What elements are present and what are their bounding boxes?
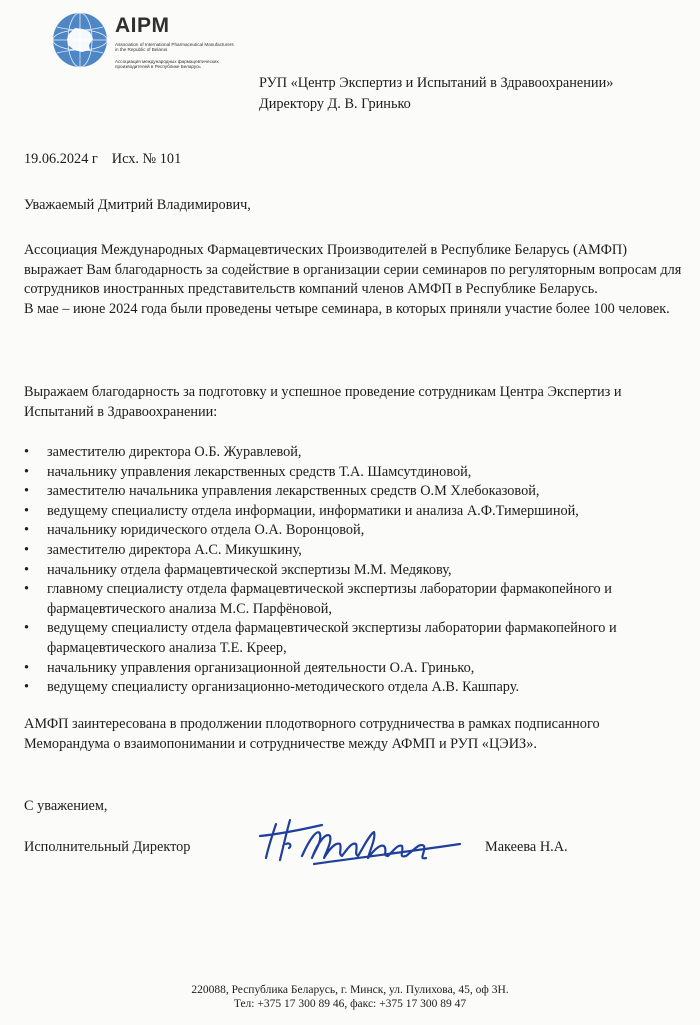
paragraph-1: Ассоциация Международных Фармацевтических Производителей в Республике Беларусь (АМФП) выражает Вам благодарность за содействие в организации серии семинаров по регуляторным вопросам для сотрудников иностранных представительств компаний членов АМФП в Республике Беларусь. <box>24 242 682 297</box>
list-item: • начальнику отдела фармацевтической экспертизы М.М. Медякову, <box>24 561 686 581</box>
date-line <box>24 151 195 168</box>
aipm-logo <box>52 12 234 74</box>
list-item: • заместителю директора А.С. Микушкину, <box>24 541 686 561</box>
list-item: • ведущему специалисту отдела информации, информатики и анализа А.Ф.Тимершиной, <box>24 502 686 522</box>
footer-address: 220088, Республика Беларусь, г. Минск, ул. Пулихова, 45, оф 3Н. <box>191 984 509 996</box>
salutation: Уважаемый Дмитрий Владимирович, <box>24 197 251 213</box>
signer-title: Исполнительный Директор <box>24 839 191 855</box>
paragraph-3: Выражаем благодарность за подготовку и успешное проведение сотрудникам Центра Экспертиз и Испытаний в Здравоохранении: <box>24 384 622 420</box>
list-item: • начальнику юридического отдела О.А. Воронцовой, <box>24 521 686 541</box>
paragraph-2: В мае – июне 2024 года были проведены четыре семинара, в которых приняли участие более 100 человек. <box>24 300 670 317</box>
letter-date: 19.06.2024 г <box>24 151 98 167</box>
list-item: • ведущему специалисту организационно-методического отдела А.В. Кашпару. <box>24 678 686 698</box>
logo-name: AIPM <box>115 14 170 37</box>
paragraph-intro <box>24 241 686 319</box>
globe-map-icon <box>52 12 108 68</box>
list-item: • ведущему специалисту отдела фармацевтической экспертизы лаборатории фармакопейного и фармацевтического анализа Т.Е. Креер, <box>24 619 686 658</box>
list-item: • начальнику управления организационной деятельности О.А. Гринько, <box>24 659 686 679</box>
logo-subtitle-en: Association of International Pharmaceutical Manufacturers in the Republic of Belarus <box>115 42 234 53</box>
recipients-list <box>24 443 686 698</box>
recipient-organization: РУП «Центр Экспертиз и Испытаний в Здравоохранении» <box>259 75 614 91</box>
recipient-block <box>259 73 613 115</box>
list-item: • главному специалисту отдела фармацевтической экспертизы лаборатории фармакопейного и фармацевтического анализа М.С. Парфёновой, <box>24 580 686 619</box>
list-item: • заместителю директора О.Б. Журавлевой, <box>24 443 686 463</box>
footer-contacts: Тел: +375 17 300 89 46, факс: +375 17 300 89 47 <box>233 998 467 1010</box>
list-item: • начальнику управления лекарственных средств Т.А. Шамсутдиновой, <box>24 463 686 483</box>
outgoing-number: Исх. № 101 <box>111 151 182 167</box>
signer-name: Макеева Н.А. <box>485 839 568 855</box>
logo-subtitle-ru: Ассоциация международных фармацевтических производителей в Республике Беларусь <box>115 59 219 70</box>
list-item: • заместителю начальника управления лекарственных средств О.М Хлебоказовой, <box>24 482 686 502</box>
recipient-person: Директору Д. В. Гринько <box>259 96 411 112</box>
handwritten-signature <box>256 812 472 872</box>
closing: С уважением, <box>24 798 108 814</box>
paragraph-4: АМФП заинтересована в продолжении плодотворного сотрудничества в рамках подписанного Меморандума о взаимопонимании и сотрудничестве между АФМП и РУП «ЦЭИЗ». <box>24 716 600 752</box>
